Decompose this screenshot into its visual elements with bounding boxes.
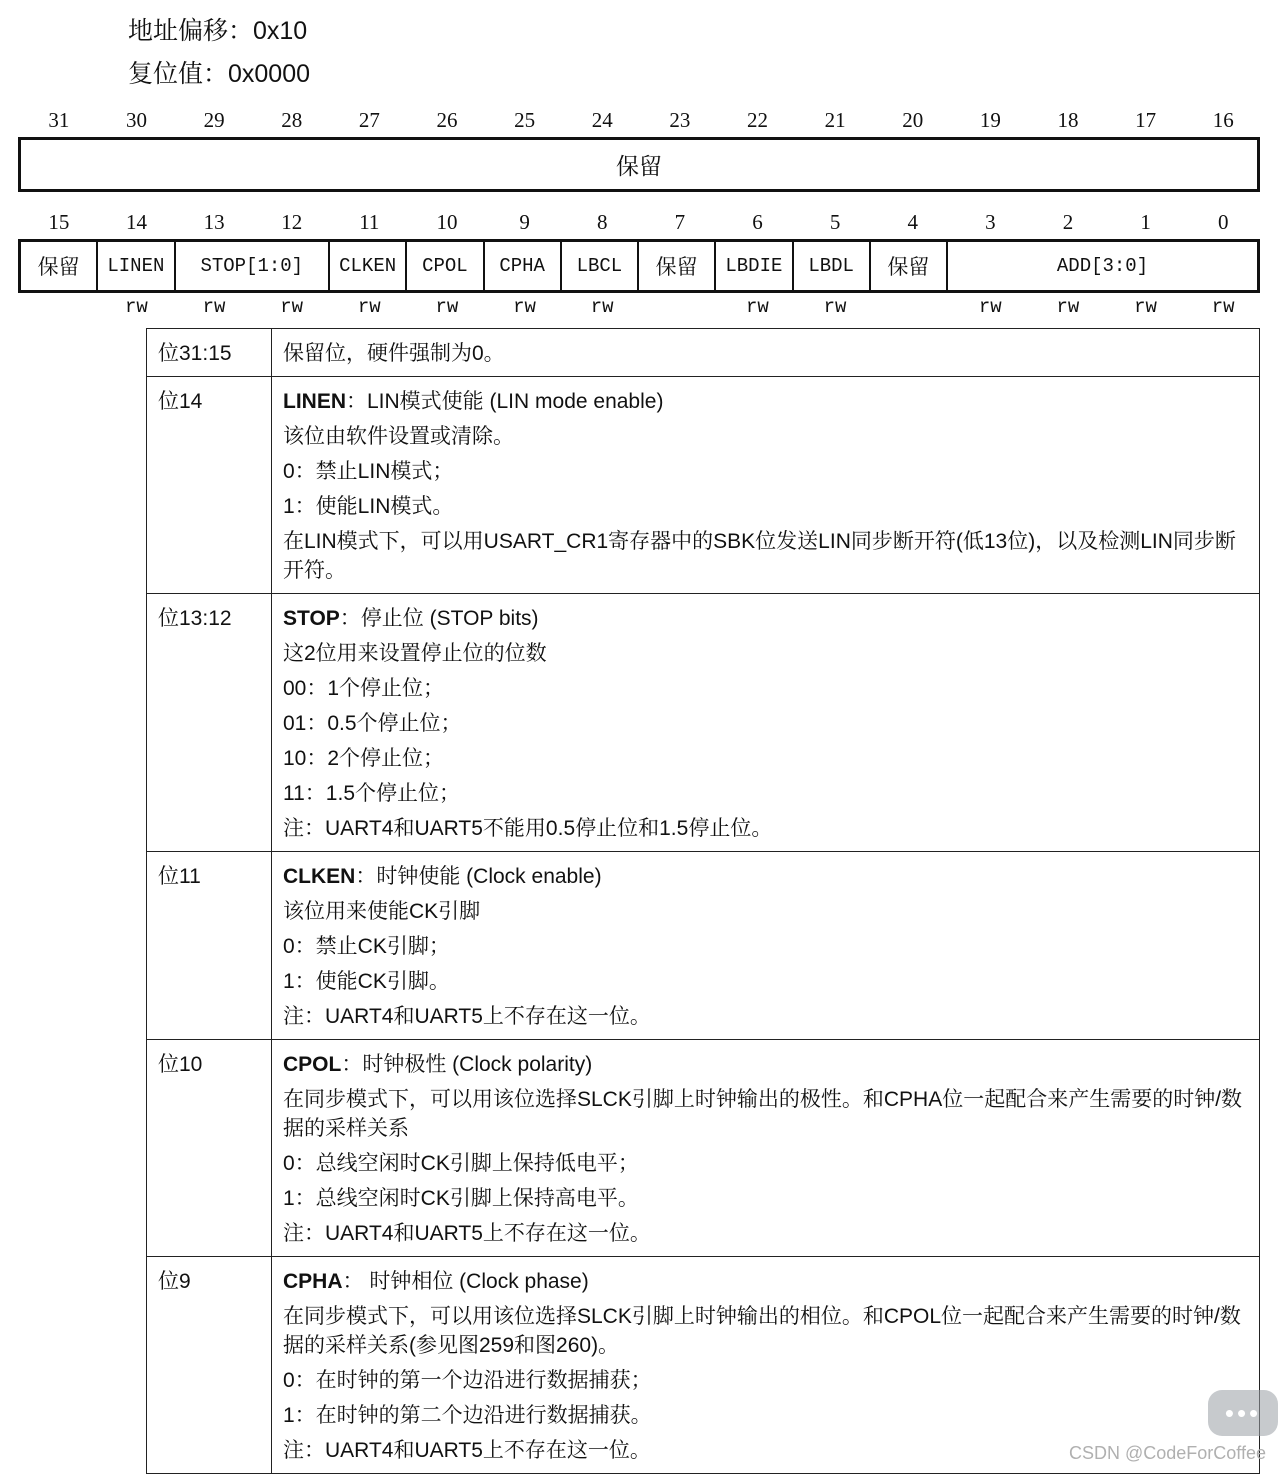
description-line xyxy=(283,999,1249,1034)
field-reserved-4: 保留 xyxy=(871,242,948,290)
bit-number: 18 xyxy=(1057,108,1079,132)
field-name: CPOL xyxy=(283,1053,342,1076)
description-line xyxy=(283,706,1249,741)
bit-number: 22 xyxy=(746,108,768,132)
access-type: rw xyxy=(978,296,1002,318)
description-cell xyxy=(272,1257,1260,1474)
bit-number: 0 xyxy=(1217,210,1229,234)
description-text: 11：1.5个停止位； xyxy=(283,782,460,805)
description-cell xyxy=(272,594,1260,852)
description-cell xyxy=(272,1040,1260,1257)
bit-number: 10 xyxy=(436,210,458,234)
description-text: 在LIN模式下，可以用USART_CR1寄存器中的SBK位发送LIN同步断开符(低13位)，以及检测LIN同步断开符。 xyxy=(283,530,1236,582)
access-type xyxy=(20,296,98,318)
description-text: 00：1个停止位； xyxy=(283,677,445,700)
bit-number: 19 xyxy=(979,108,1001,132)
description-text: 注：UART4和UART5上不存在这一位。 xyxy=(283,1005,651,1028)
bit-range: 位31:15 xyxy=(158,342,232,365)
bit-number: 17 xyxy=(1135,108,1157,132)
bit-range-cell xyxy=(147,1040,272,1257)
bit-number: 30 xyxy=(125,108,147,132)
bit-range-cell xyxy=(147,377,272,594)
table-row xyxy=(147,377,1260,594)
access-row xyxy=(20,296,1262,318)
access-type: rw xyxy=(823,296,847,318)
field-cpol: CPOL xyxy=(407,242,484,290)
bit-range-cell xyxy=(147,329,272,377)
bit-number: 31 xyxy=(48,108,70,132)
description-line xyxy=(283,601,1249,636)
field-reserved-7: 保留 xyxy=(639,242,716,290)
description-line xyxy=(283,859,1249,894)
field-lbcl: LBCL xyxy=(562,242,639,290)
bit-numbers-low xyxy=(20,210,1262,235)
bit-numbers-high xyxy=(20,108,1262,133)
description-text: 这2位用来设置停止位的位数 xyxy=(283,642,547,665)
access-type: rw xyxy=(513,296,536,318)
access-type xyxy=(874,296,952,318)
description-text: 在同步模式下，可以用该位选择SLCK引脚上时钟输出的相位。和CPOL位一起配合来产生需要的时钟/数据的采样关系(参见图259和图260)。 xyxy=(283,1305,1241,1357)
bit-description-table xyxy=(146,328,1260,1474)
field-name: LINEN xyxy=(283,390,346,413)
bit-range: 位10 xyxy=(158,1053,203,1076)
access-type: rw xyxy=(280,296,304,318)
description-line xyxy=(283,527,1249,585)
table-row xyxy=(147,329,1260,377)
field-name: STOP xyxy=(283,607,340,630)
table-row xyxy=(147,594,1260,852)
watermark: CSDN @CodeForCoffee xyxy=(1068,1443,1266,1463)
chat-bubble-icon: ••• xyxy=(1208,1390,1278,1436)
description-line xyxy=(283,636,1249,671)
field-add: ADD[3:0] xyxy=(1056,255,1149,277)
bit-number: 27 xyxy=(358,108,380,132)
description-line xyxy=(283,1302,1249,1360)
description-text: ：时钟使能 (Clock enable) xyxy=(355,865,602,888)
bit-number: 6 xyxy=(752,210,763,234)
access-type: rw xyxy=(1056,296,1080,318)
description-text: 01：0.5个停止位； xyxy=(283,712,462,735)
table-row xyxy=(147,1257,1260,1474)
bit-range: 位13:12 xyxy=(158,607,232,630)
table-row xyxy=(147,1040,1260,1257)
reset-value: 复位值：0x0000 xyxy=(128,60,311,88)
description-text: 注：UART4和UART5上不存在这一位。 xyxy=(283,1439,651,1462)
register-low-half xyxy=(18,239,1260,293)
description-line xyxy=(283,811,1249,846)
bit-number: 9 xyxy=(519,210,530,234)
field-cpha: CPHA xyxy=(485,242,562,290)
bit-number: 13 xyxy=(203,210,225,234)
description-text: ： 时钟相位 (Clock phase) xyxy=(342,1270,589,1293)
table-row xyxy=(147,852,1260,1040)
description-line xyxy=(283,419,1249,454)
bit-range: 位9 xyxy=(158,1270,191,1293)
description-text: 1：使能LIN模式。 xyxy=(283,495,454,518)
bit-range-cell xyxy=(147,594,272,852)
description-text: 0：在时钟的第一个边沿进行数据捕获； xyxy=(283,1369,652,1392)
bit-number: 23 xyxy=(669,108,691,132)
access-type: rw xyxy=(435,296,459,318)
field-reserved-15: 保留 xyxy=(21,242,98,290)
register-high-half xyxy=(18,137,1260,192)
description-text: 10：2个停止位； xyxy=(283,747,445,770)
bit-number: 24 xyxy=(591,108,613,132)
bit-number: 29 xyxy=(203,108,225,132)
bit-number: 5 xyxy=(829,210,841,234)
field-linen: LINEN xyxy=(98,242,175,290)
description-line xyxy=(283,384,1249,419)
bit-number: 3 xyxy=(985,210,996,234)
bit-number: 20 xyxy=(902,108,924,132)
field-stop: STOP[1:0] xyxy=(176,242,331,290)
bit-number: 14 xyxy=(125,210,147,234)
description-cell xyxy=(272,329,1260,377)
description-text: 该位用来使能CK引脚 xyxy=(283,900,481,923)
description-line xyxy=(283,776,1249,811)
bit-number: 4 xyxy=(907,210,918,234)
description-text: 1：使能CK引脚。 xyxy=(283,970,450,993)
description-text: 0：禁止LIN模式； xyxy=(283,460,454,483)
bit-range: 位14 xyxy=(158,390,203,413)
description-line xyxy=(283,336,1249,371)
description-line xyxy=(283,741,1249,776)
address-offset: 地址偏移：0x10 xyxy=(128,17,308,45)
bit-number: 28 xyxy=(281,108,303,132)
bit-number: 1 xyxy=(1140,210,1151,234)
bit-number: 21 xyxy=(824,108,846,132)
bit-number: 11 xyxy=(359,210,380,234)
description-line xyxy=(283,1146,1249,1181)
description-text: 1：总线空闲时CK引脚上保持高电平。 xyxy=(283,1187,639,1210)
bit-number: 16 xyxy=(1212,108,1234,132)
field-name: CLKEN xyxy=(283,865,356,888)
access-type: rw xyxy=(746,296,769,318)
access-type: rw xyxy=(1211,296,1235,318)
description-cell xyxy=(272,852,1260,1040)
description-line xyxy=(283,1363,1249,1398)
bit-number: 25 xyxy=(514,108,536,132)
description-line xyxy=(283,964,1249,999)
bit-range: 位11 xyxy=(158,865,201,888)
bit-range-cell xyxy=(147,1257,272,1474)
description-text: 0：总线空闲时CK引脚上保持低电平； xyxy=(283,1152,639,1175)
description-line xyxy=(283,894,1249,929)
description-line xyxy=(283,489,1249,524)
description-text: 0：禁止CK引脚； xyxy=(283,935,450,958)
description-line xyxy=(283,1398,1249,1433)
field-lbdl: LBDL xyxy=(794,242,871,290)
bit-number: 15 xyxy=(48,210,70,234)
access-type: rw xyxy=(590,296,614,318)
access-type: rw xyxy=(125,296,148,318)
description-cell xyxy=(272,377,1260,594)
bit-number: 2 xyxy=(1062,210,1074,234)
description-line xyxy=(283,454,1249,489)
description-text: ：时钟极性 (Clock polarity) xyxy=(341,1053,593,1076)
description-text: ：LIN模式使能 (LIN mode enable) xyxy=(346,390,664,413)
description-line xyxy=(283,671,1249,706)
bit-range-cell xyxy=(147,852,272,1040)
field-name: CPHA xyxy=(283,1270,343,1293)
description-text: 保留位，硬件强制为0。 xyxy=(283,342,505,365)
field-lbdie: LBDIE xyxy=(716,242,793,290)
description-line xyxy=(283,1264,1249,1299)
access-type: rw xyxy=(1134,296,1157,318)
description-line xyxy=(283,929,1249,964)
field-clken: CLKEN xyxy=(330,242,407,290)
description-text: 注：UART4和UART5不能用0.5停止位和1.5停止位。 xyxy=(283,817,773,840)
description-text: 1：在时钟的第二个边沿进行数据捕获。 xyxy=(283,1404,652,1427)
bit-number: 12 xyxy=(281,210,303,234)
description-text: 该位由软件设置或清除。 xyxy=(283,425,514,448)
access-type xyxy=(641,296,719,318)
bit-number: 8 xyxy=(596,210,608,234)
access-type: rw xyxy=(357,296,381,318)
description-line xyxy=(283,1047,1249,1082)
description-line xyxy=(283,1085,1249,1143)
description-line xyxy=(283,1181,1249,1216)
description-text: 注：UART4和UART5上不存在这一位。 xyxy=(283,1222,651,1245)
access-type: rw xyxy=(202,296,226,318)
bit-number: 26 xyxy=(436,108,458,132)
reserved-field-high: 保留 xyxy=(616,153,662,179)
bit-number: 7 xyxy=(674,210,686,234)
description-text: 在同步模式下，可以用该位选择SLCK引脚上时钟输出的极性。和CPHA位一起配合来产生需要的时钟/数据的采样关系 xyxy=(283,1088,1243,1140)
description-text: ：停止位 (STOP bits) xyxy=(339,607,539,630)
description-line xyxy=(283,1216,1249,1251)
